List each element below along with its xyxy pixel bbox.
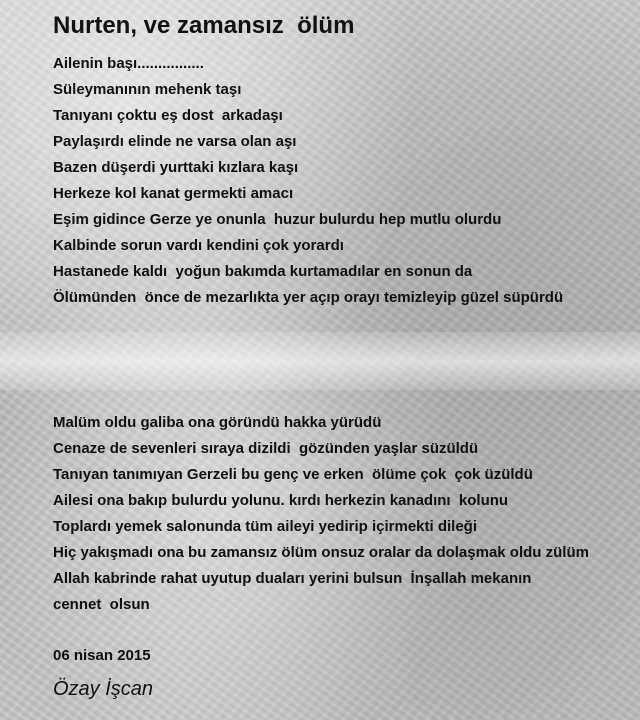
- poem-line: Ailenin başı................: [53, 55, 204, 72]
- poem-line: Ölümünden önce de mezarlıkta yer açıp orayı temizleyip güzel süpürdü: [53, 289, 564, 306]
- poem-line: Kalbinde sorun vardı kendini çok yorardı: [53, 237, 344, 254]
- poem-line: Cenaze de sevenleri sıraya dizildi gözünden yaşlar süzüldü: [53, 440, 479, 457]
- stanza-2: [53, 410, 589, 618]
- poem-title: Nurten, ve zamansız ölüm: [53, 12, 355, 39]
- poem-line: Hiç yakışmadı ona bu zamansız ölüm onsuz oralar da dolaşmak oldu zülüm: [53, 544, 589, 561]
- poem-line: Herkeze kol kanat germekti amacı: [53, 185, 294, 202]
- poem-line: Tanıyan tanımıyan Gerzeli bu genç ve erken ölüme çok çok üzüldü: [53, 466, 533, 483]
- poem-line: Allah kabrinde rahat uyutup duaları yerini bulsun İnşallah mekanın: [53, 570, 532, 587]
- poem-date: 06 nisan 2015: [53, 647, 151, 664]
- poem-line: Tanıyanı çoktu eş dost arkadaşı: [53, 107, 283, 124]
- poem-line: Paylaşırdı elinde ne varsa olan aşı: [53, 133, 297, 150]
- poem-author: Özay İşcan: [53, 678, 154, 700]
- poem-line: Ailesi ona bakıp bulurdu yolunu. kırdı herkezin kanadını kolunu: [53, 492, 509, 509]
- background-light-band: [0, 332, 640, 390]
- poem-line: Hastanede kaldı yoğun bakımda kurtamadılar en sonun da: [53, 263, 473, 280]
- poem-line: cennet olsun: [53, 596, 150, 613]
- poem-line: Toplardı yemek salonunda tüm aileyi yedirip içirmekti dileği: [53, 518, 478, 535]
- poem-line: Eşim gidince Gerze ye onunla huzur bulurdu hep mutlu olurdu: [53, 211, 502, 228]
- poem-line: Bazen düşerdi yurttaki kızlara kaşı: [53, 159, 299, 176]
- poem-line: Süleymanının mehenk taşı: [53, 81, 242, 98]
- stanza-1: [53, 51, 563, 311]
- poem-line: Malüm oldu galiba ona göründü hakka yürüdü: [53, 414, 382, 431]
